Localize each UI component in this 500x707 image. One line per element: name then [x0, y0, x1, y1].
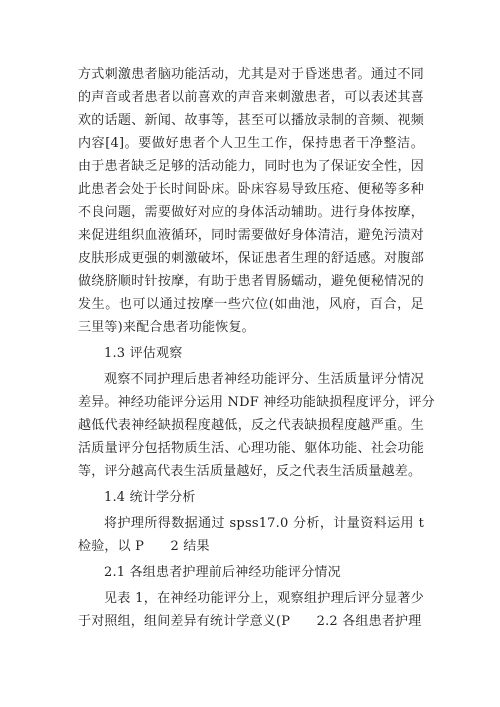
text-line: 内容[4]。要做好患者个人卫生工作，保持患者干净整洁。 — [78, 136, 424, 151]
text-line: 见表 1，在神经功能评分上，观察组护理后评分显著少 — [104, 591, 424, 606]
text-line: 发生。也可以通过按摩一些穴位(如曲池，风府，百合，足 — [78, 297, 424, 312]
text-line: 的声音或者患者以前喜欢的声音来刺激患者，可以表述其喜 — [78, 90, 424, 105]
text-line: 此患者会处于长时间卧床。卧床容易导致压疮、便秘等多种 — [78, 182, 424, 197]
text-line: 做绕脐顺时针按摩，有助于患者胃肠蠕动，避免便秘情况的 — [78, 274, 424, 289]
section-heading: 1.3 评估观察 — [104, 346, 183, 361]
text-line: 来促进组织血液循环，同时需要做好身体清洁，避免污渍对 — [78, 228, 424, 243]
text-line: 观察不同护理后患者神经功能评分、生活质量评分情况 — [104, 372, 424, 387]
text-line: 越低代表神经缺损程度越低，反之代表缺损程度越严重。生 — [78, 418, 424, 433]
text-line: 由于患者缺乏足够的活动能力，同时也为了保证安全性，因 — [78, 159, 424, 174]
section-heading: 2.1 各组患者护理前后神经功能评分情况 — [104, 565, 341, 580]
text-line: 差异。神经功能评分运用 NDF 神经功能缺损程度评分，评分 — [78, 395, 435, 410]
text-line: 欢的话题、新闻、故事等，甚至可以播放录制的音频、视频 — [78, 113, 424, 128]
text-line: 三里等)来配合患者功能恢复。 — [78, 320, 255, 335]
text-line: 检验，以 P 2 结果 — [78, 539, 210, 554]
text-line: 皮肤形成更强的刺激破坏，保证患者生理的舒适感。对腹部 — [78, 251, 424, 266]
text-line: 活质量评分包括物质生活、心理功能、躯体功能、社会功能 — [78, 441, 424, 456]
text-line: 方式刺激患者脑功能活动，尤其是对于昏迷患者。通过不同 — [78, 67, 424, 82]
text-line: 等，评分越高代表生活质量越好，反之代表生活质量越差。 — [78, 464, 422, 479]
text-line: 将护理所得数据通过 spss17.0 分析，计量资料运用 t — [104, 516, 424, 531]
text-line: 不良问题，需要做好对应的身体活动辅助。进行身体按摩， — [78, 205, 424, 220]
text-line: 于对照组，组间差异有统计学意义(P 2.2 各组患者护理 — [78, 614, 422, 629]
section-heading: 1.4 统计学分析 — [104, 490, 196, 505]
